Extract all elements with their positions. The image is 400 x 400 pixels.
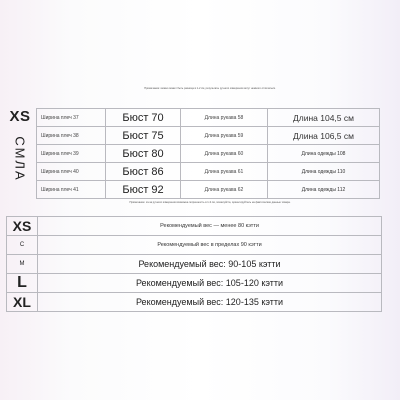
size-label: L bbox=[17, 274, 27, 291]
recommended-weight-cell: Рекомендуемый вес: 105-120 кэтти bbox=[38, 274, 382, 293]
bust-cell: Бюст 86 bbox=[106, 163, 181, 181]
size-cell bbox=[7, 217, 38, 236]
length-cell: Длина одежды 108 bbox=[268, 145, 380, 163]
size-label: С bbox=[19, 242, 25, 248]
recommended-weight-cell: Рекомендуемый вес: 90-105 кэтти bbox=[38, 255, 382, 274]
size-cell bbox=[7, 293, 38, 312]
size-label-vertical-text: СМЛА bbox=[12, 136, 28, 182]
sleeve-length-cell: Длина рукава 60 bbox=[181, 145, 268, 163]
recommended-weight-cell: Рекомендуемый вес — менее 80 кэтти bbox=[38, 217, 382, 236]
measurement-note-middle: Примечание: из-за ручного измерения возможна погрешность в 1-3 см, пожалуйста, ориентируйтесь на фактические данные товара. bbox=[129, 201, 291, 204]
size-label: М bbox=[19, 261, 25, 267]
size-column-table1 bbox=[6, 108, 34, 198]
measurements-table bbox=[36, 108, 380, 199]
recommended-weight-cell: Рекомендуемый вес в пределах 90 кэтти bbox=[38, 236, 382, 255]
bust-cell: Бюст 75 bbox=[106, 127, 181, 145]
shoulder-width-cell: Ширина плеч 40 bbox=[37, 163, 106, 181]
length-cell: Длина 104,5 см bbox=[268, 109, 380, 127]
bust-cell: Бюст 92 bbox=[106, 181, 181, 199]
size-label-xs: XS bbox=[9, 108, 31, 125]
table-row bbox=[7, 255, 382, 274]
shoulder-width-cell: Ширина плеч 41 bbox=[37, 181, 106, 199]
table-row bbox=[7, 217, 382, 236]
shoulder-width-cell: Ширина плеч 37 bbox=[37, 109, 106, 127]
shoulder-width-cell: Ширина плеч 39 bbox=[37, 145, 106, 163]
recommended-weight-cell: Рекомендуемый вес: 120-135 кэтти bbox=[38, 293, 382, 312]
length-cell: Длина одежды 110 bbox=[268, 163, 380, 181]
size-cell bbox=[7, 236, 38, 255]
length-cell: Длина одежды 112 bbox=[268, 181, 380, 199]
shoulder-width-cell: Ширина плеч 38 bbox=[37, 127, 106, 145]
table-row bbox=[7, 274, 382, 293]
size-cell bbox=[7, 274, 38, 293]
table-row bbox=[37, 127, 380, 145]
size-label-vertical bbox=[13, 130, 27, 188]
sleeve-length-cell: Длина рукава 59 bbox=[181, 127, 268, 145]
table-row bbox=[37, 109, 380, 127]
table-row bbox=[7, 236, 382, 255]
table-row bbox=[37, 181, 380, 199]
weight-table bbox=[6, 216, 382, 312]
bust-cell: Бюст 80 bbox=[106, 145, 181, 163]
size-label: XS bbox=[12, 218, 32, 234]
sleeve-length-cell: Длина рукава 62 bbox=[181, 181, 268, 199]
size-label: XL bbox=[13, 294, 31, 310]
table-row bbox=[37, 163, 380, 181]
size-cell bbox=[7, 255, 38, 274]
measurement-note-top: Примечание: можно может быть разница в 1-2 см, результаты ручного измерения могут немного отличаться. bbox=[144, 87, 276, 90]
length-cell: Длина 106,5 см bbox=[268, 127, 380, 145]
sleeve-length-cell: Длина рукава 58 bbox=[181, 109, 268, 127]
bust-cell: Бюст 70 bbox=[106, 109, 181, 127]
table-row bbox=[37, 145, 380, 163]
table-row bbox=[7, 293, 382, 312]
sleeve-length-cell: Длина рукава 61 bbox=[181, 163, 268, 181]
